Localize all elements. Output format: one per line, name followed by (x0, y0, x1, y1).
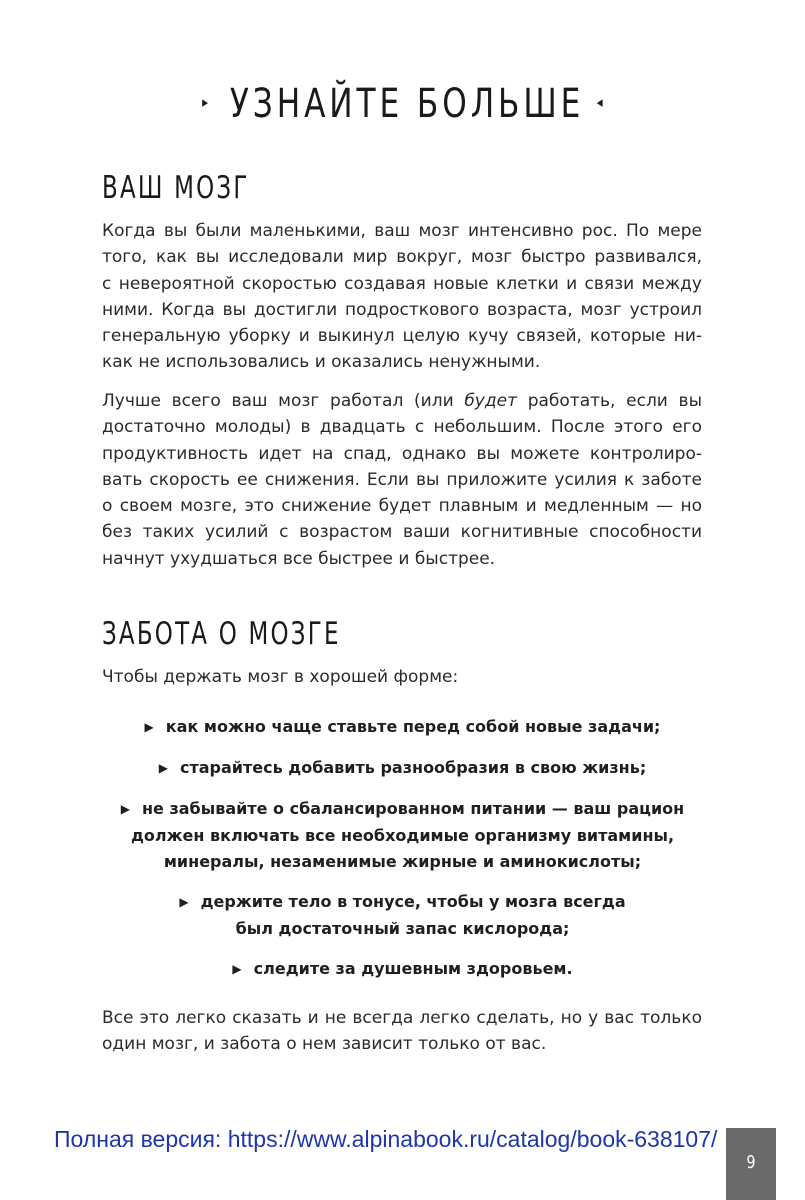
text-line: Все это легко сказать и не всегда легко сделать, но у вас только (102, 1008, 702, 1028)
bullet-triangle-icon: ▶ (232, 962, 242, 976)
text-line: того, как вы исследовали мир вокруг, мозг быстро развивался, (102, 247, 702, 268)
list-item-text: не забывайте о сбалансированном питании — ваш рацион (141, 799, 685, 818)
list-item-text: как можно чаще ставьте перед собой новые задачи; (165, 717, 661, 736)
text-line: Когда вы были маленькими, ваш мозг интенсивно рос. По мере (102, 221, 702, 241)
text-line: генеральную уборку и выкинул целую кучу связей, которые ни- (102, 326, 702, 347)
text-line (102, 388, 702, 414)
bullet-triangle-icon: ▶ (120, 802, 130, 816)
list-item (80, 714, 725, 741)
text-line: о своем мозге, это снижение будет плавным и медленным — но (102, 496, 702, 517)
page-title-text: УЗНАЙТЕ БОЛЬШЕ (229, 81, 585, 127)
list-item-text: держите тело в тонусе, чтобы у мозга всегда (200, 892, 626, 911)
paragraph-closing (102, 1005, 702, 1058)
list-item-line (80, 956, 725, 983)
text-line: достаточно молоды) в двадцать с небольшим. После этого его (102, 417, 702, 438)
text-line: Чтобы держать мозг в хорошей форме: (102, 667, 459, 687)
text-line: с невероятной скоростью создавая новые клетки и связи между (102, 273, 702, 294)
text-line: один мозг, и забота о нем зависит только от вас. (102, 1034, 547, 1055)
list-item-line: был достаточный запас кислорода; (235, 919, 570, 938)
text-line: вать скорость ее снижения. Если вы приложите усилия к заботе (102, 469, 702, 490)
text-fragment: работать, если вы (517, 391, 702, 411)
page-number: 9 (746, 1152, 756, 1173)
list-item-text: следите за душевным здоровьем. (253, 959, 573, 978)
care-tips-list (80, 714, 725, 997)
list-item-line: должен включать все необходимые организму витамины, (130, 826, 675, 845)
section-heading-care: ЗАБОТА О МОЗГЕ (102, 616, 341, 652)
triangle-right-icon: ▸ (202, 93, 209, 111)
list-item (80, 796, 725, 875)
text-line: ними. Когда вы достигли подросткового возраста, мозг устроил (102, 299, 702, 320)
text-line: продуктивность идет на спад, однако вы можете контролиро- (102, 443, 702, 464)
list-item-line (80, 796, 725, 823)
section-heading-brain: ВАШ МОЗГ (102, 170, 250, 206)
list-item-line (80, 889, 725, 916)
paragraph-care-intro (102, 664, 702, 690)
paragraph-brain-growth (102, 218, 702, 376)
text-line: как не использовались и оказались ненужными. (102, 352, 541, 373)
emphasis-text: будет (464, 391, 517, 411)
text-line: начнут ухудшаться все быстрее и быстрее. (102, 548, 496, 569)
text-fragment: Лучше всего ваш мозг работал (или (102, 391, 465, 411)
text-line: без таких усилий с возрастом ваши когнитивные способности (102, 522, 702, 543)
full-version-link[interactable]: Полная версия: https://www.alpinabook.ru/catalog/book-638107/ (54, 1126, 718, 1152)
page-number-tab (726, 1128, 776, 1200)
paragraph-brain-peak (102, 388, 702, 572)
list-item-text: старайтесь добавить разнообразия в свою жизнь; (179, 758, 647, 777)
list-item (80, 889, 725, 942)
bullet-triangle-icon: ▶ (179, 895, 189, 909)
list-item-line (80, 755, 725, 782)
triangle-left-icon: ◂ (596, 93, 603, 111)
list-item (80, 956, 725, 983)
page-title (88, 78, 716, 132)
list-item-line (80, 714, 725, 741)
bullet-triangle-icon: ▶ (144, 720, 154, 734)
list-item (80, 755, 725, 782)
list-item-line: минералы, незаменимые жирные и аминокислоты; (163, 852, 642, 871)
bullet-triangle-icon: ▶ (158, 761, 168, 775)
